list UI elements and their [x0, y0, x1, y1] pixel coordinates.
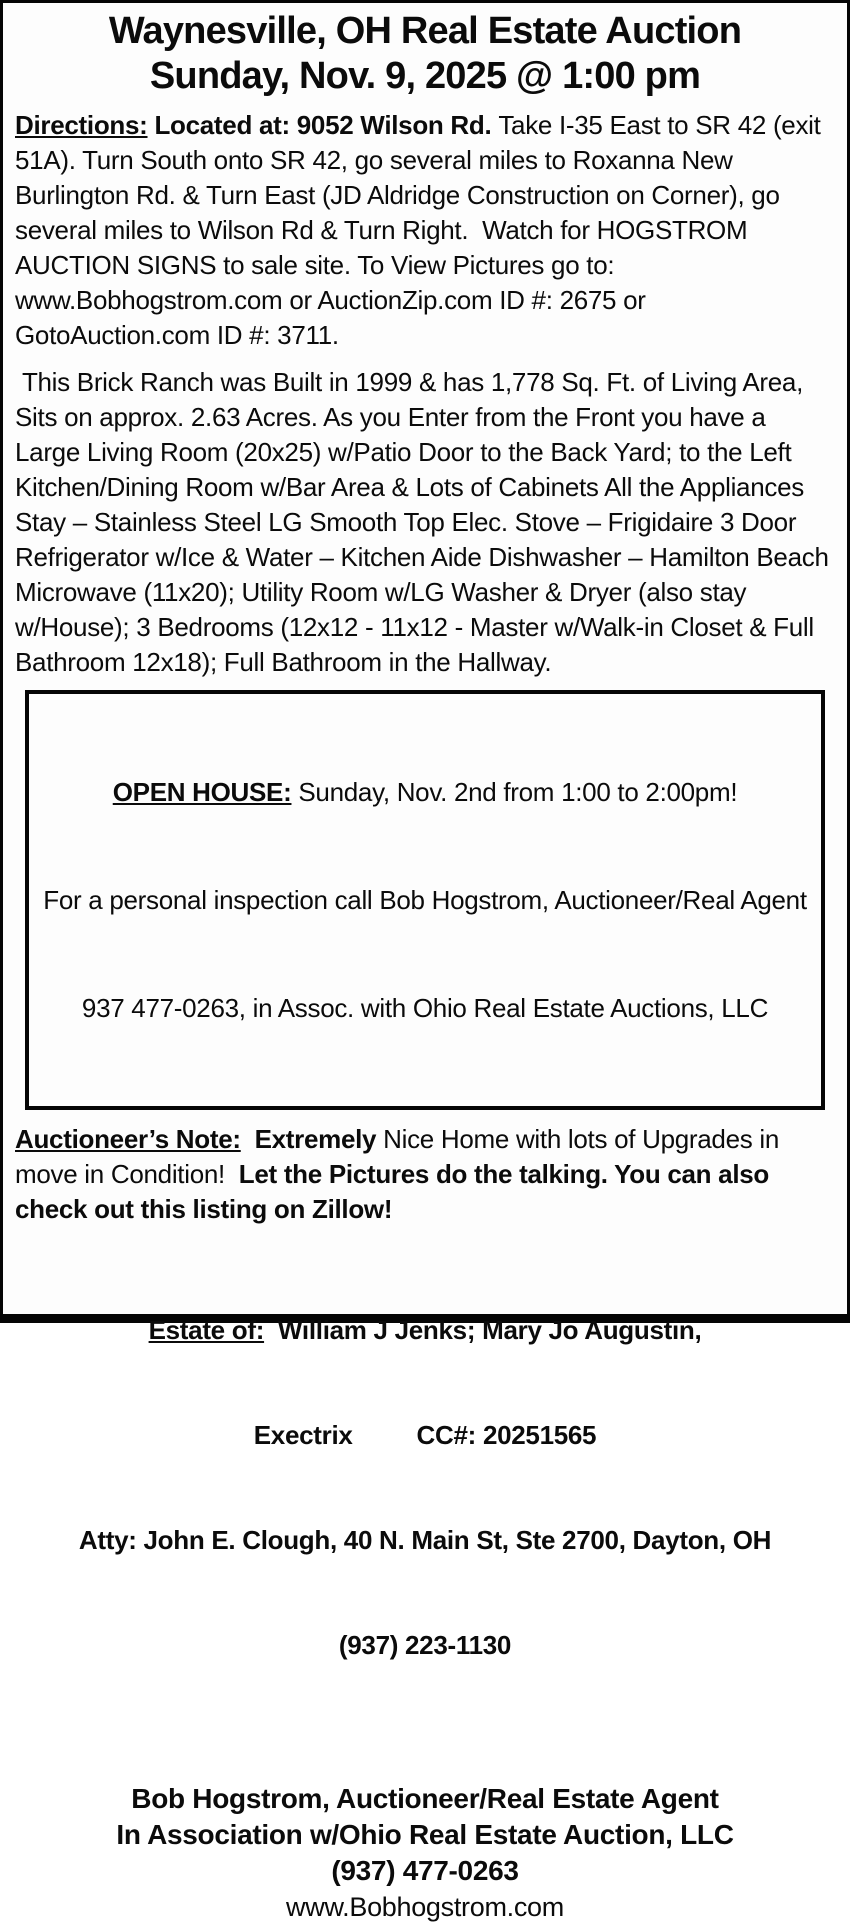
footer-phone: (937) 477-0263	[331, 1855, 519, 1886]
note-bold-rest: Let the Pictures do the talking. You can also check out this listing on Zillow!	[15, 1159, 776, 1224]
estate-attorney-phone: (937) 223-1130	[338, 1630, 512, 1660]
estate-case-number: CC#: 20251565	[416, 1420, 597, 1450]
note-bold-lead: Extremely	[240, 1124, 377, 1154]
footer-association: In Association w/Ohio Real Estate Auction, LLC	[116, 1819, 734, 1850]
footer-block	[15, 1781, 835, 1925]
estate-label: Estate of:	[148, 1315, 265, 1345]
open-house-label: OPEN HOUSE:	[112, 777, 292, 807]
directions-body: Take I-35 East to SR 42 (exit 51A). Turn South onto SR 42, go several miles to Roxanna New Burlington Rd. & Turn East (JD Aldridge Construction on Corner), go several miles to Wilson Rd & Turn Right. Watch for HOGSTROM AUCTION SIGNS to sale site. To View Pictures go to: www.Bobhogstrom.com or AuctionZip.com ID #: 2675 or GotoAuction.com ID #: 3711.	[15, 110, 828, 350]
property-description: This Brick Ranch was Built in 1999 & has 1,778 Sq. Ft. of Living Area, Sits on approx. 2.63 Acres. As you Enter from the Front you have a Large Living Room (20x25) w/Patio Door to the Back Yard; to the Left Kitchen/Dining Room w/Bar Area & Lots of Cabinets All the Appliances Stay – Stainless Steel LG Smooth Top Elec. Stove – Frigidaire 3 Door Refrigerator w/Ice & Water – Kitchen Aide Dishwasher – Hamilton Beach Microwave (11x20); Utility Room w/LG Washer & Dryer (also stay w/House); 3 Bedrooms (12x12 - 11x12 - Master w/Walk-in Closet & Full Bathroom 12x18); Full Bathroom in the Hallway.	[15, 367, 836, 677]
estate-line2	[15, 1418, 835, 1453]
auction-title: Waynesville, OH Real Estate Auction	[108, 10, 742, 52]
open-house-line2: For a personal inspection call Bob Hogstrom, Auctioneer/Real Agent	[43, 885, 807, 915]
open-house-box	[25, 690, 825, 1110]
directions-paragraph	[15, 108, 835, 353]
page-title	[15, 9, 835, 99]
footer-website: www.Bobhogstrom.com	[286, 1892, 564, 1922]
estate-names: William J Jenks; Mary Jo Augustin,	[264, 1315, 702, 1345]
directions-address: Located at: 9052 Wilson Rd.	[147, 110, 499, 140]
auctioneers-note	[15, 1122, 835, 1227]
note-regular: Nice Home with lots of Upgrades in move in Condition!	[15, 1124, 786, 1189]
open-house-line3: 937 477-0263, in Assoc. with Ohio Real Estate Auctions, LLC	[81, 993, 769, 1023]
directions-label: Directions:	[15, 110, 148, 140]
open-house-line1	[33, 774, 817, 810]
estate-attorney: Atty: John E. Clough, 40 N. Main St, Ste 2700, Dayton, OH	[78, 1525, 772, 1555]
estate-line1	[15, 1313, 835, 1348]
auction-datetime: Sunday, Nov. 9, 2025 @ 1:00 pm	[149, 55, 701, 97]
footer-agent: Bob Hogstrom, Auctioneer/Real Estate Agent	[131, 1783, 719, 1814]
estate-block	[15, 1243, 835, 1733]
estate-executrix: Exectrix	[253, 1420, 353, 1450]
auctioneers-note-label: Auctioneer’s Note:	[15, 1124, 241, 1154]
open-house-datetime: Sunday, Nov. 2nd from 1:00 to 2:00pm!	[291, 777, 738, 807]
